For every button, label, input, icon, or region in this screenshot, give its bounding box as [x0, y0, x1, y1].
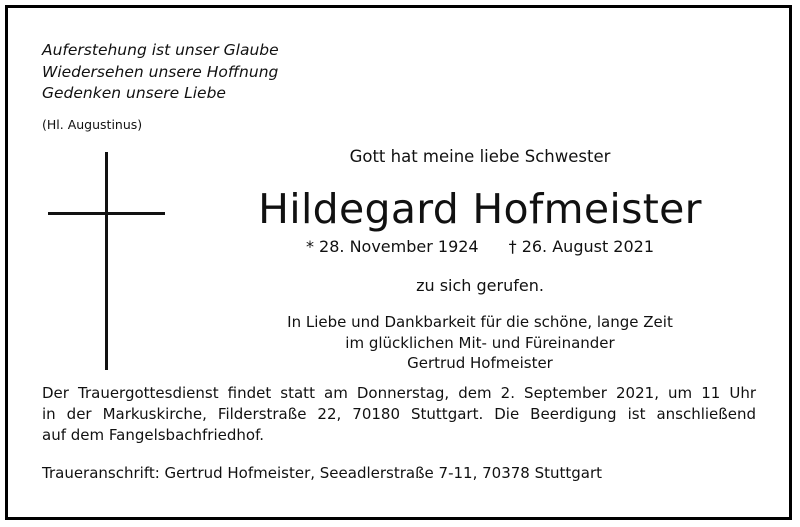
- quote-line: Wiedersehen unsere Hoffnung: [42, 62, 279, 81]
- birth-date: * 28. November 1924: [305, 237, 479, 256]
- cross-horizontal-bar: [48, 212, 165, 215]
- announcement-called: zu sich gerufen.: [416, 276, 544, 295]
- mourning-address: Traueranschrift: Gertrud Hofmeister, Seeadlerstraße 7-11, 70378 Stuttgart: [42, 464, 603, 482]
- thanks-block: [230, 312, 730, 374]
- life-dates: [230, 237, 730, 256]
- quote-attribution: (Hl. Augustinus): [42, 117, 143, 132]
- deceased-name: Hildegard Hofmeister: [258, 185, 702, 233]
- announcement-intro: Gott hat meine liebe Schwester: [349, 147, 611, 166]
- service-details: [42, 383, 756, 446]
- quote-line: Auferstehung ist unser Glaube: [42, 41, 279, 59]
- death-date: † 26. August 2021: [508, 237, 655, 256]
- service-line: Der Trauergottesdienst findet statt am Donnerstag, dem 2. September 2021, um 11 Uhr: [42, 384, 756, 402]
- quote-block: [42, 40, 279, 105]
- service-line: auf dem Fangelsbachfriedhof.: [42, 426, 265, 444]
- service-line: in der Markuskirche, Filderstraße 22, 70180 Stuttgart. Die Beerdigung ist anschließend: [42, 405, 756, 423]
- cross-vertical-bar: [105, 152, 108, 370]
- signatory-name: Gertrud Hofmeister: [407, 354, 553, 372]
- thanks-line: im glücklichen Mit- und Füreinander: [345, 333, 615, 352]
- thanks-line: In Liebe und Dankbarkeit für die schöne, lange Zeit: [287, 313, 673, 331]
- quote-line: Gedenken unsere Liebe: [42, 84, 226, 102]
